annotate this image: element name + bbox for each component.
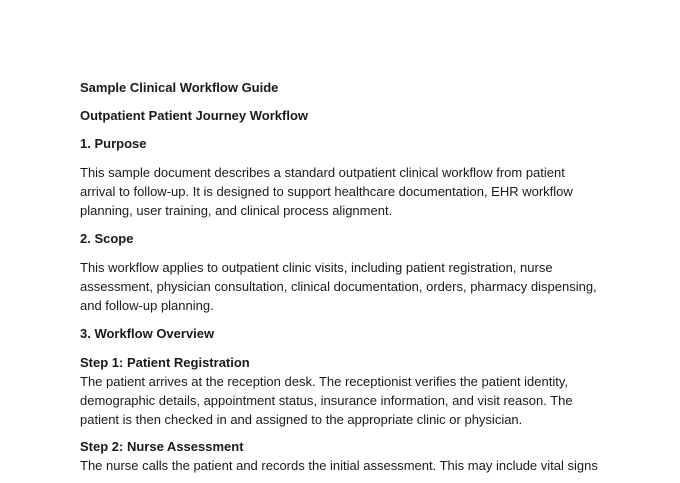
- document-page: [80, 79, 600, 483]
- document-title: Sample Clinical Workflow Guide: [80, 80, 279, 95]
- step-heading-nurse-assessment: Step 2: Nurse Assessment: [80, 439, 244, 454]
- section-heading-purpose: 1. Purpose: [80, 136, 147, 151]
- step-heading-registration: Step 1: Patient Registration: [80, 355, 250, 370]
- step-text-nurse-assessment: The nurse calls the patient and records the initial assessment. This may include vital signs: [80, 458, 598, 473]
- section-text-purpose: This sample document describes a standard outpatient clinical workflow from patient arrival to follow-up. It is designed to support healthcare documentation, EHR workflow planning, user training, and clinical process alignment.: [80, 165, 573, 218]
- step-text-registration: The patient arrives at the reception desk. The receptionist verifies the patient identity, demographic details, appointment status, insurance information, and visit reason. The patient is then checked in and assigned to the appropriate clinic or physician.: [80, 374, 573, 427]
- section-heading-scope: 2. Scope: [80, 231, 134, 246]
- section-heading-workflow-overview: 3. Workflow Overview: [80, 326, 215, 341]
- document-subtitle: Outpatient Patient Journey Workflow: [80, 108, 309, 123]
- section-text-scope: This workflow applies to outpatient clinic visits, including patient registration, nurse assessment, physician consultation, clinical documentation, orders, pharmacy dispensing, and follow-up planning.: [80, 260, 597, 313]
